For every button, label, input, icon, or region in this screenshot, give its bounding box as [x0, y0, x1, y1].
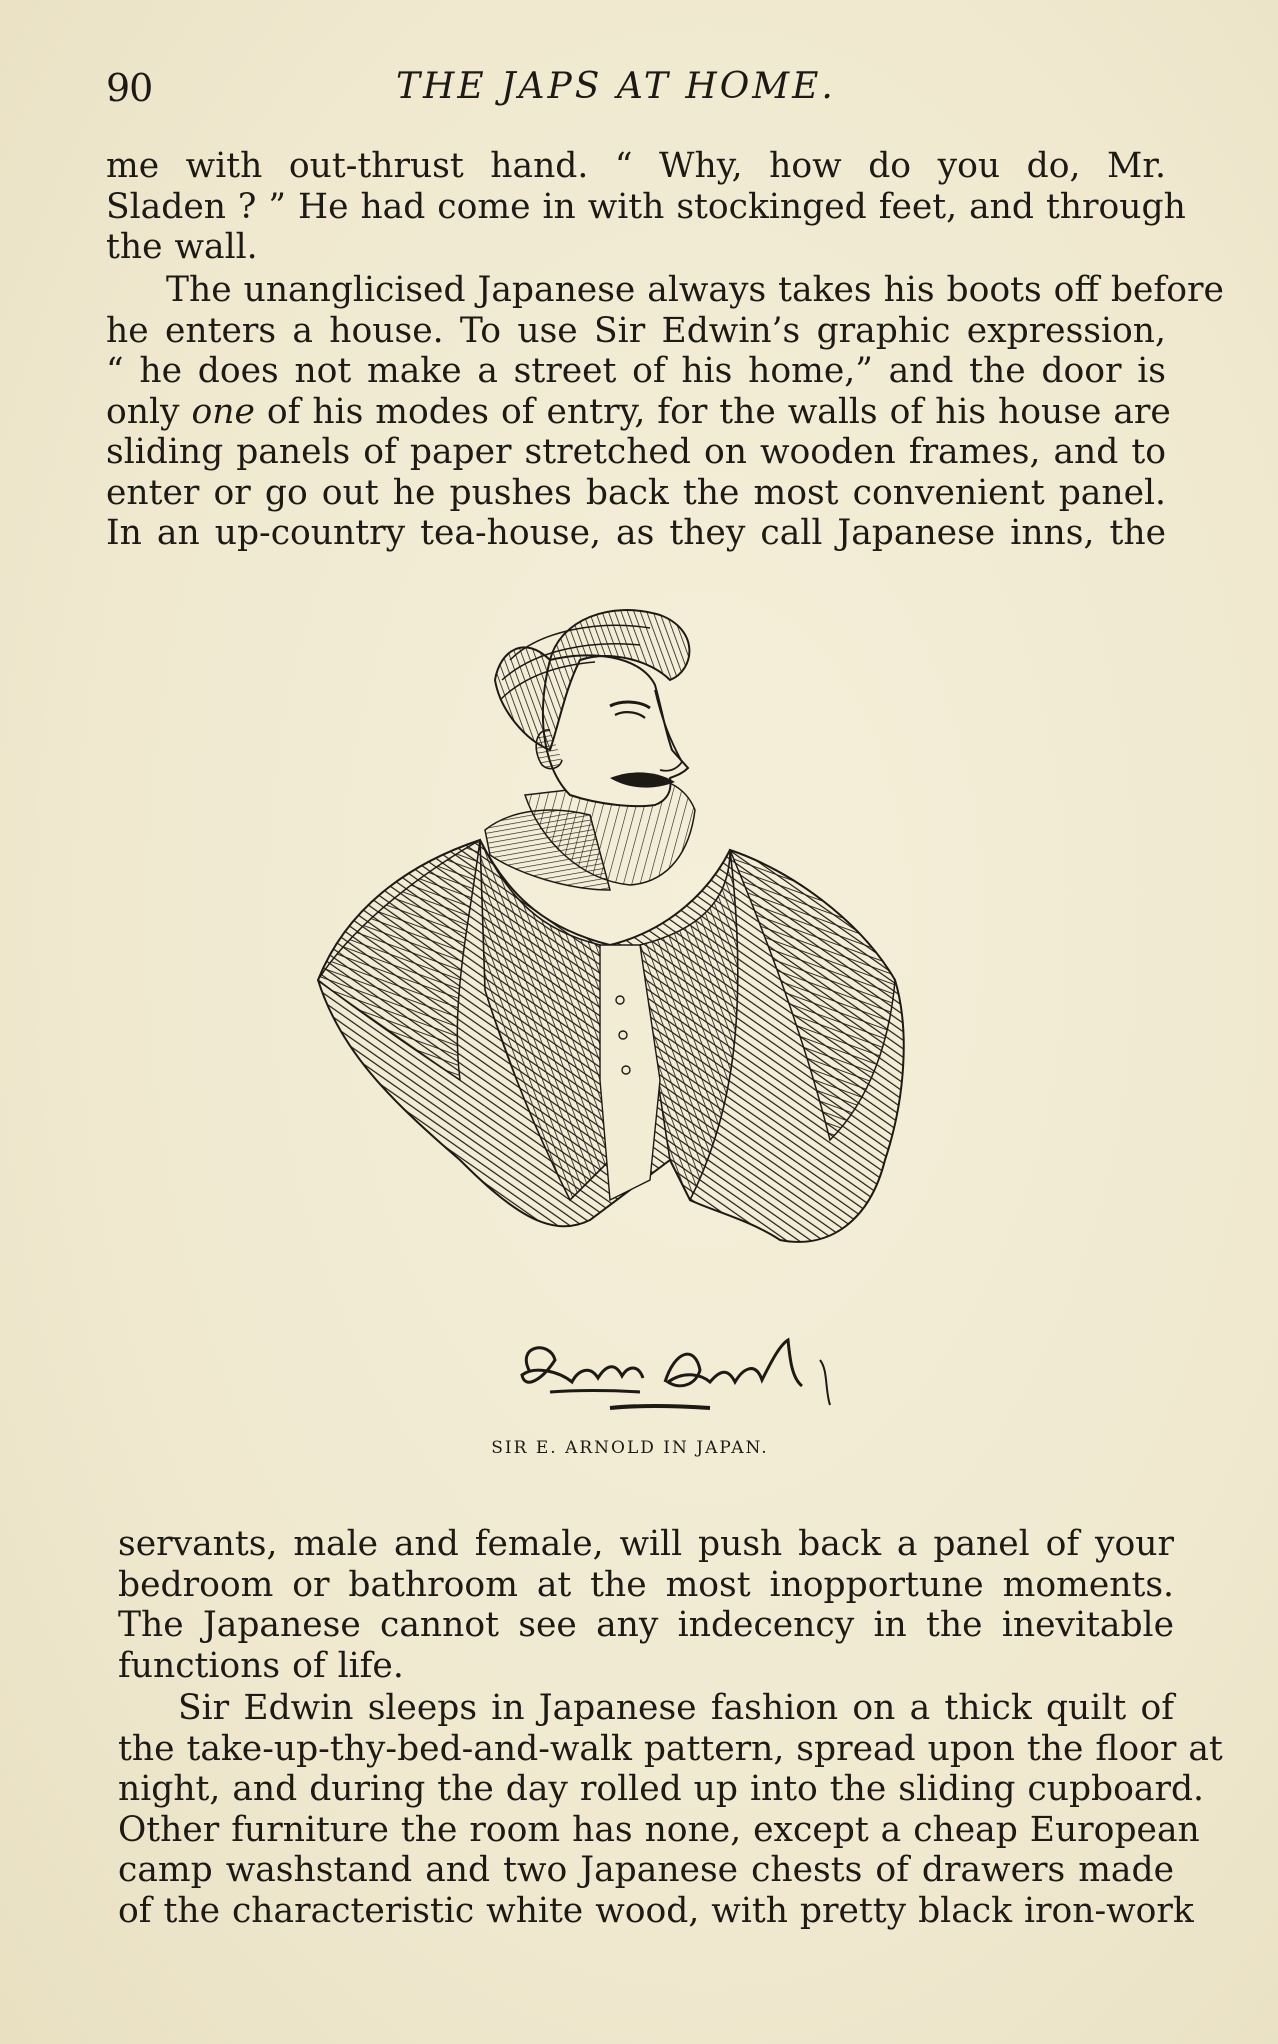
text-line: In an up-country tea-house, as they call Japanese inns, the	[106, 513, 1166, 553]
figure-caption: SIR E. ARNOLD IN JAPAN.	[491, 1438, 769, 1458]
text-line: of the characteristic white wood, with pretty black iron-work	[118, 1890, 1194, 1931]
text-run: only	[106, 391, 192, 432]
text-line: the wall.	[106, 227, 258, 267]
text-line: Sladen ? ” He had come in with stockinged feet, and through	[106, 186, 1186, 227]
text-line: camp washstand and two Japanese chests of drawers made	[118, 1850, 1174, 1890]
text-run: of his modes of entry, for the walls of his house are	[254, 391, 1171, 432]
engraved-portrait-illustration	[310, 600, 950, 1430]
paragraph-2	[106, 270, 1224, 554]
paragraph-1	[106, 146, 1186, 268]
paragraph-4	[118, 1688, 1223, 1931]
text-line: me with out-thrust hand. “ Why, how do you do, Mr.	[106, 146, 1166, 186]
text-line: servants, male and female, will push back a panel of your	[118, 1524, 1174, 1564]
text-line-with-italic	[106, 391, 1171, 433]
text-line: he enters a house. To use Sir Edwin’s graphic expression,	[106, 310, 1166, 351]
text-line: functions of life.	[118, 1645, 404, 1686]
italic-word: one	[191, 391, 255, 432]
text-line: The Japanese cannot see any indecency in the inevitable	[118, 1605, 1174, 1645]
running-title: THE JAPS AT HOME.	[396, 66, 836, 107]
paragraph-3	[118, 1524, 1174, 1686]
running-head	[106, 66, 1166, 116]
text-line: “ he does not make a street of his home,” and the door is	[106, 351, 1166, 391]
text-line: Other furniture the room has none, except a cheap European	[118, 1809, 1200, 1850]
text-line: sliding panels of paper stretched on wooden frames, and to	[106, 432, 1166, 472]
signature-handwriting	[522, 1340, 830, 1408]
text-line: the take-up-thy-bed-and-walk pattern, spread upon the floor at	[118, 1728, 1223, 1769]
text-line: bedroom or bathroom at the most inopportune moments.	[118, 1564, 1174, 1605]
text-line: night, and during the day rolled up into the sliding cupboard.	[118, 1769, 1205, 1809]
portrait-figure	[310, 600, 950, 1458]
text-line: The unanglicised Japanese always takes his boots off before	[166, 270, 1224, 310]
text-line: Sir Edwin sleeps in Japanese fashion on a thick quilt of	[178, 1688, 1174, 1728]
text-line: enter or go out he pushes back the most convenient panel.	[106, 472, 1166, 513]
page-number: 90	[106, 66, 153, 110]
